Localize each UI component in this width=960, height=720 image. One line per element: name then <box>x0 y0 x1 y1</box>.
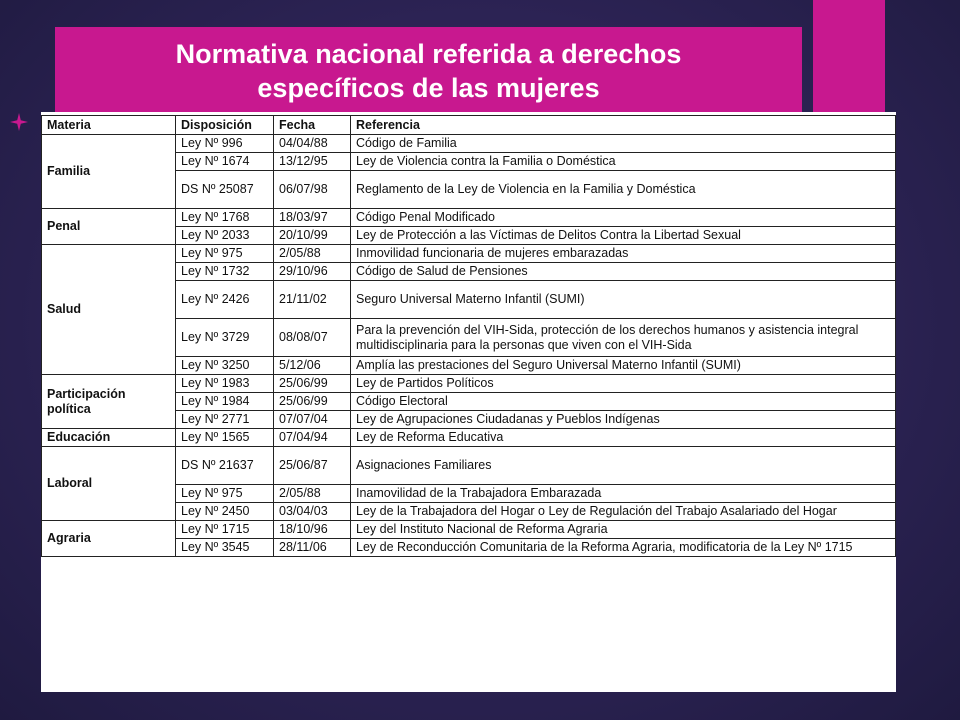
cell-referencia: Seguro Universal Materno Infantil (SUMI) <box>351 281 896 319</box>
cell-disposicion: Ley Nº 3729 <box>176 319 274 357</box>
cell-referencia: Ley de Agrupaciones Ciudadanas y Pueblos Indígenas <box>351 411 896 429</box>
table-row <box>42 447 896 485</box>
cell-disposicion: Ley Nº 2033 <box>176 227 274 245</box>
cell-disposicion: Ley Nº 2771 <box>176 411 274 429</box>
header-referencia: Referencia <box>351 116 896 135</box>
cell-referencia: Inamovilidad de la Trabajadora Embarazada <box>351 485 896 503</box>
cell-materia: Participación política <box>42 375 176 429</box>
cell-disposicion: Ley Nº 975 <box>176 245 274 263</box>
cell-fecha: 25/06/99 <box>274 375 351 393</box>
cell-fecha: 07/04/94 <box>274 429 351 447</box>
cell-referencia: Para la prevención del VIH-Sida, protección de los derechos humanos y asistencia integral multidisciplinaria para la personas que viven con el VIH-Sida <box>351 319 896 357</box>
cell-disposicion: Ley Nº 2426 <box>176 281 274 319</box>
cell-disposicion: Ley Nº 1715 <box>176 521 274 539</box>
cell-referencia: Código de Familia <box>351 135 896 153</box>
cell-disposicion: Ley Nº 1983 <box>176 375 274 393</box>
table-row <box>42 209 896 227</box>
title-line-2: específicos de las mujeres <box>257 73 600 103</box>
cell-materia: Salud <box>42 245 176 375</box>
cell-fecha: 25/06/87 <box>274 447 351 485</box>
cell-referencia: Ley de Reconducción Comunitaria de la Reforma Agraria, modificatoria de la Ley Nº 1715 <box>351 539 896 557</box>
cell-referencia: Reglamento de la Ley de Violencia en la Familia y Doméstica <box>351 171 896 209</box>
slide-title <box>55 27 802 115</box>
cell-referencia: Ley de Protección a las Víctimas de Delitos Contra la Libertad Sexual <box>351 227 896 245</box>
cell-disposicion: Ley Nº 1674 <box>176 153 274 171</box>
cell-materia: Educación <box>42 429 176 447</box>
table-sheet <box>41 112 896 692</box>
cell-disposicion: Ley Nº 2450 <box>176 503 274 521</box>
cell-fecha: 08/08/07 <box>274 319 351 357</box>
cell-fecha: 28/11/06 <box>274 539 351 557</box>
cell-referencia: Ley de Partidos Políticos <box>351 375 896 393</box>
cell-disposicion: Ley Nº 996 <box>176 135 274 153</box>
cell-materia: Familia <box>42 135 176 209</box>
normativa-table <box>41 115 896 557</box>
header-fecha: Fecha <box>274 116 351 135</box>
table-row <box>42 135 896 153</box>
cell-fecha: 18/10/96 <box>274 521 351 539</box>
cell-fecha: 06/07/98 <box>274 171 351 209</box>
cell-referencia: Código Electoral <box>351 393 896 411</box>
cell-referencia: Ley de la Trabajadora del Hogar o Ley de Regulación del Trabajo Asalariado del Hogar <box>351 503 896 521</box>
cell-disposicion: Ley Nº 1984 <box>176 393 274 411</box>
cell-materia: Penal <box>42 209 176 245</box>
cell-disposicion: Ley Nº 1768 <box>176 209 274 227</box>
cell-disposicion: Ley Nº 1732 <box>176 263 274 281</box>
cell-fecha: 20/10/99 <box>274 227 351 245</box>
cell-fecha: 25/06/99 <box>274 393 351 411</box>
title-line-1: Normativa nacional referida a derechos <box>175 39 682 69</box>
cell-fecha: 07/07/04 <box>274 411 351 429</box>
header-disposicion: Disposición <box>176 116 274 135</box>
cell-fecha: 04/04/88 <box>274 135 351 153</box>
accent-bar <box>813 0 885 115</box>
cell-fecha: 29/10/96 <box>274 263 351 281</box>
table-row <box>42 245 896 263</box>
table-row <box>42 375 896 393</box>
table-row <box>42 429 896 447</box>
table-header-row <box>42 116 896 135</box>
cell-fecha: 21/11/02 <box>274 281 351 319</box>
cell-fecha: 13/12/95 <box>274 153 351 171</box>
cell-referencia: Inmovilidad funcionaria de mujeres embarazadas <box>351 245 896 263</box>
cell-referencia: Código de Salud de Pensiones <box>351 263 896 281</box>
cell-materia: Laboral <box>42 447 176 521</box>
cell-referencia: Código Penal Modificado <box>351 209 896 227</box>
table-row <box>42 521 896 539</box>
cell-materia: Agraria <box>42 521 176 557</box>
cell-referencia: Ley del Instituto Nacional de Reforma Agraria <box>351 521 896 539</box>
cell-referencia: Ley de Reforma Educativa <box>351 429 896 447</box>
star-bullet-icon <box>10 113 28 131</box>
cell-fecha: 18/03/97 <box>274 209 351 227</box>
header-materia: Materia <box>42 116 176 135</box>
table-body <box>42 135 896 557</box>
cell-disposicion: Ley Nº 975 <box>176 485 274 503</box>
cell-referencia: Asignaciones Familiares <box>351 447 896 485</box>
cell-disposicion: Ley Nº 1565 <box>176 429 274 447</box>
cell-referencia: Amplía las prestaciones del Seguro Universal Materno Infantil (SUMI) <box>351 357 896 375</box>
cell-disposicion: DS Nº 21637 <box>176 447 274 485</box>
cell-fecha: 5/12/06 <box>274 357 351 375</box>
cell-disposicion: DS Nº 25087 <box>176 171 274 209</box>
cell-disposicion: Ley Nº 3545 <box>176 539 274 557</box>
cell-fecha: 2/05/88 <box>274 485 351 503</box>
cell-fecha: 2/05/88 <box>274 245 351 263</box>
cell-disposicion: Ley Nº 3250 <box>176 357 274 375</box>
cell-fecha: 03/04/03 <box>274 503 351 521</box>
cell-referencia: Ley de Violencia contra la Familia o Doméstica <box>351 153 896 171</box>
